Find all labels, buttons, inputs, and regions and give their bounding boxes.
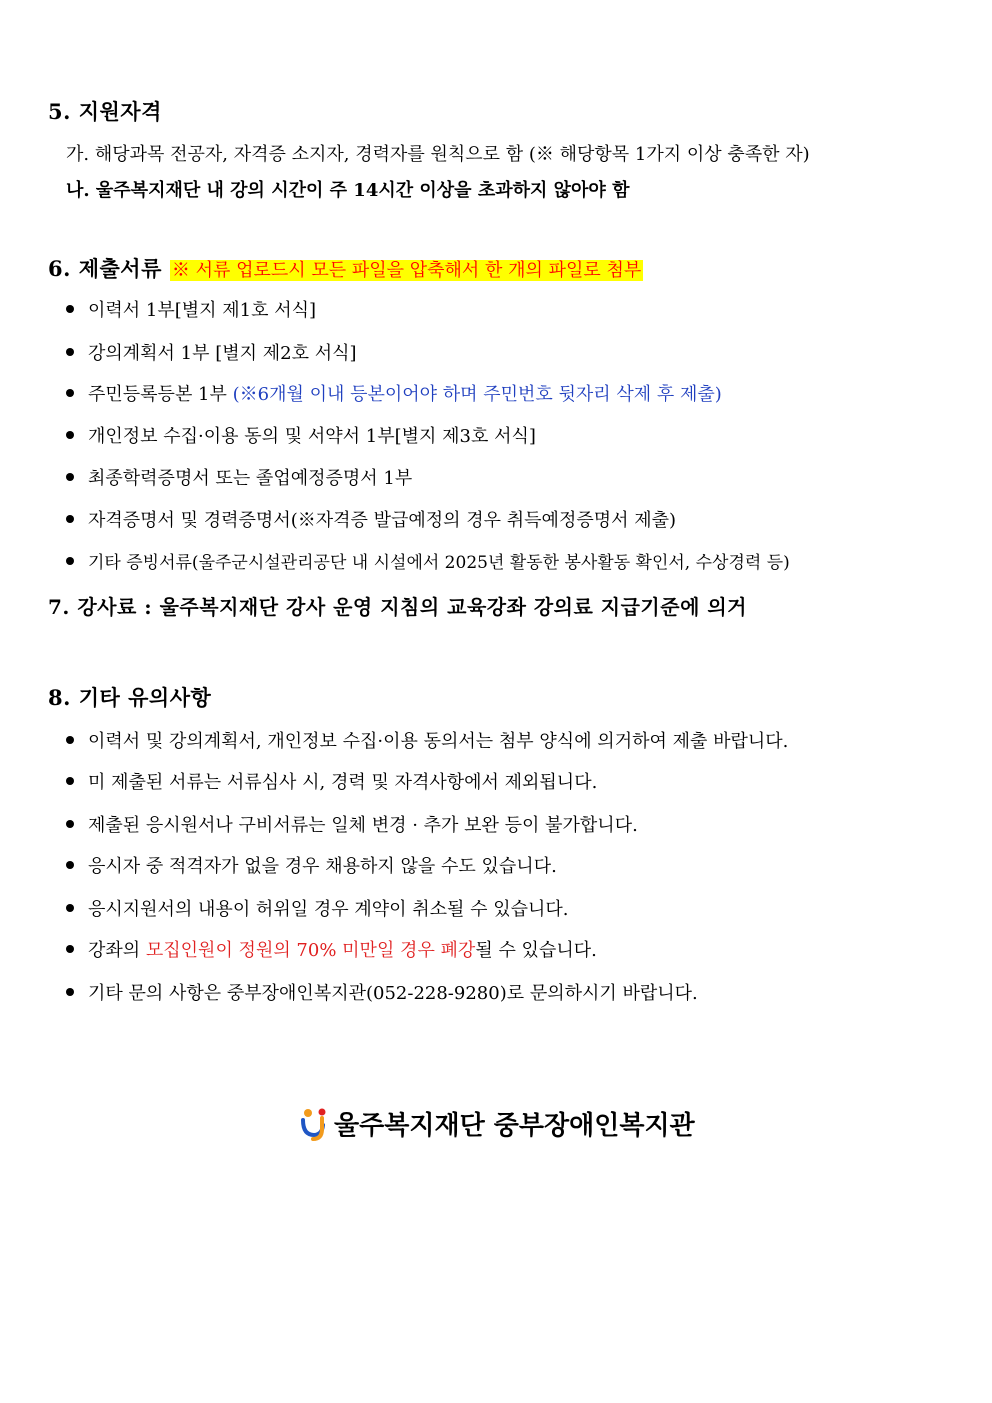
section-8-heading: 8. 기타 유의사항 (48, 685, 212, 710)
bullet-icon (66, 431, 74, 439)
section-6-heading-row (48, 253, 643, 283)
bullet-icon (66, 736, 74, 744)
ulju-welfare-logo-icon (300, 1107, 330, 1141)
bullet-icon (66, 904, 74, 912)
org-name: 울주복지재단 중부장애인복지관 (334, 1111, 695, 1141)
footer-org (300, 1105, 695, 1142)
list-item (66, 936, 597, 962)
list-item (66, 979, 698, 1005)
list-item (66, 422, 536, 448)
list-item (66, 727, 788, 753)
bullet-icon (66, 473, 74, 481)
bullet-icon (66, 945, 74, 953)
bullet-icon (66, 389, 74, 397)
list-item-text-prefix: 강좌의 (88, 940, 146, 961)
bullet-icon (66, 777, 74, 785)
list-item (66, 768, 597, 794)
bullet-icon (66, 988, 74, 996)
section-5-item-ga: 가. 해당과목 전공자, 자격증 소지자, 경력자를 원칙으로 함 (※ 해당항목 1가지 이상 충족한 자) (66, 144, 810, 165)
bullet-icon (66, 305, 74, 313)
list-item-text: 개인정보 수집·이용 동의 및 서약서 1부[별지 제3호 서식] (88, 426, 536, 447)
bullet-icon (66, 820, 74, 828)
list-item (66, 852, 557, 878)
section-5-heading: 5. 지원자격 (48, 99, 162, 124)
list-item-text: 기타 증빙서류(울주군시설관리공단 내 시설에서 2025년 활동한 봉사활동 확인서, 수상경력 등) (88, 553, 790, 573)
list-item-text: 이력서 1부[별지 제1호 서식] (88, 300, 316, 321)
bullet-icon (66, 861, 74, 869)
section-6-heading: 6. 제출서류 (48, 256, 162, 281)
list-item (66, 548, 790, 573)
list-item-text: 응시지원서의 내용이 허위일 경우 계약이 취소될 수 있습니다. (88, 899, 569, 920)
list-item (66, 296, 316, 322)
bullet-icon (66, 557, 74, 565)
list-item (66, 380, 722, 406)
list-item-text: 기타 문의 사항은 중부장애인복지관(052-228-9280)로 문의하시기 바랍니다. (88, 983, 698, 1004)
bullet-icon (66, 515, 74, 523)
list-item-text: 미 제출된 서류는 서류심사 시, 경력 및 자격사항에서 제외됩니다. (88, 772, 598, 793)
list-item (66, 506, 676, 532)
list-item (66, 464, 412, 490)
list-item (66, 895, 568, 921)
bullet-icon (66, 348, 74, 356)
list-item-text: 최종학력증명서 또는 졸업예정증명서 1부 (88, 468, 413, 489)
closure-warning-text: 모집인원이 정원의 70% 미만일 경우 폐강 (145, 940, 476, 961)
list-item-text: 강의계획서 1부 [별지 제2호 서식] (88, 343, 357, 364)
list-item-text: 응시자 중 적격자가 없을 경우 채용하지 않을 수도 있습니다. (88, 856, 557, 877)
list-item-note: (※6개월 이내 등본이어야 하며 주민번호 뒷자리 삭제 후 제출) (232, 384, 722, 405)
list-item (66, 339, 357, 365)
list-item-text: 자격증명서 및 경력증명서(※자격증 발급예정의 경우 취득예정증명서 제출) (88, 510, 677, 531)
list-item-text-suffix: 될 수 있습니다. (475, 940, 597, 961)
list-item (66, 811, 638, 837)
list-item-text: 제출된 응시원서나 구비서류는 일체 변경 · 추가 보완 등이 불가합니다. (88, 815, 638, 836)
list-item-text: 주민등록등본 1부 (88, 384, 233, 405)
section-7-heading: 7. 강사료 : 울주복지재단 강사 운영 지침의 교육강좌 강의료 지급기준에 의거 (48, 595, 747, 619)
list-item-text: 이력서 및 강의계획서, 개인정보 수집·이용 동의서는 첨부 양식에 의거하여 제출 바랍니다. (88, 731, 789, 752)
upload-notice-highlight: ※ 서류 업로드시 모든 파일을 압축해서 한 개의 파일로 첨부 (171, 260, 642, 281)
section-5-item-na: 나. 울주복지재단 내 강의 시간이 주 14시간 이상을 초과하지 않아야 함 (66, 180, 630, 201)
